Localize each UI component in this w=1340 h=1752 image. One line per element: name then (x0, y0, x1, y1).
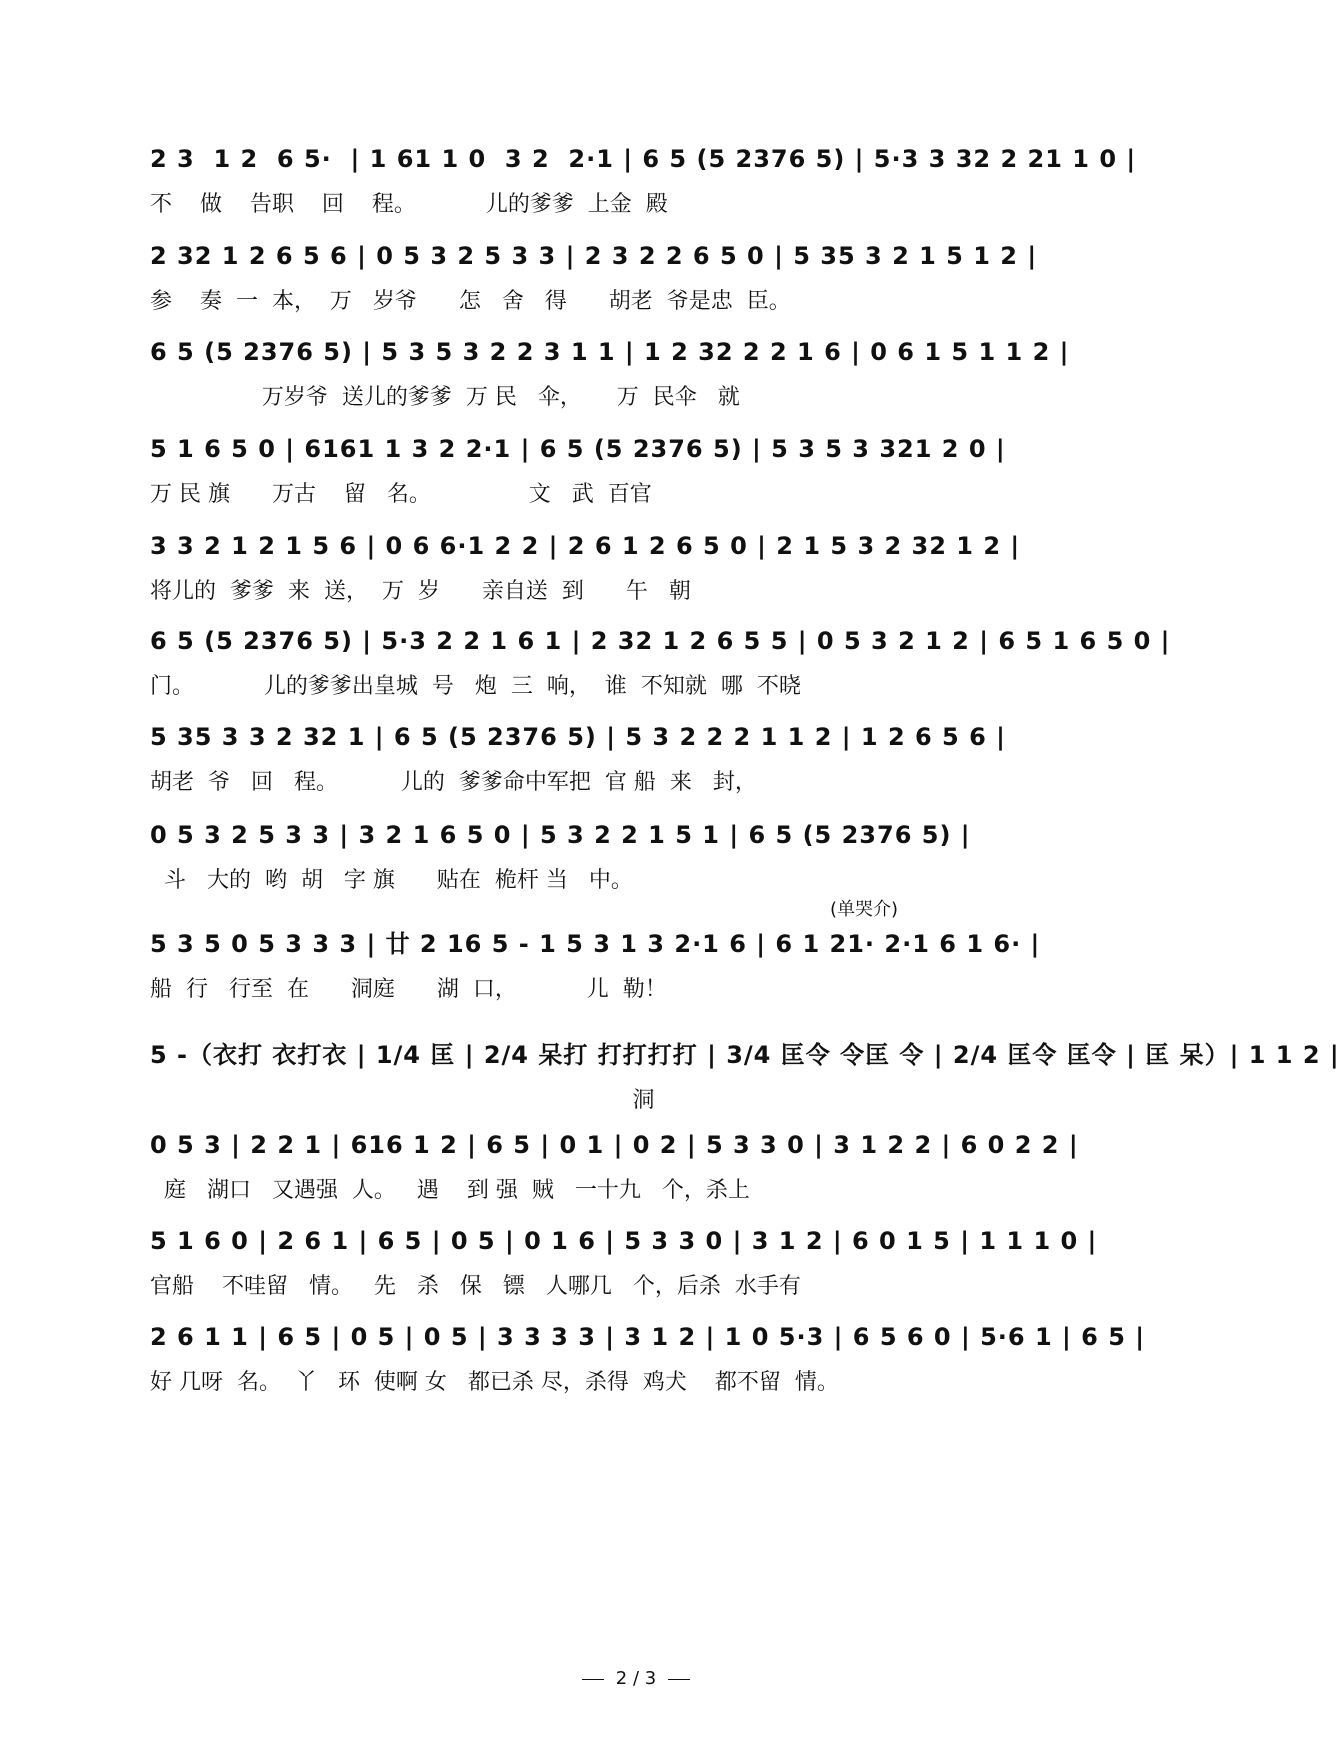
notation-line-4: 5 1 6 5 0 | 6161 1 3 2 2·1 | 6 5 (5 2376 5) | 5 3 5 3 321 2 0 | (150, 435, 1006, 463)
notation-line-2: 2 32 1 2 6 5 6 | 0 5 3 2 5 3 3 | 2 3 2 2 6 5 0 | 5 35 3 2 1 5 1 2 | (150, 242, 1038, 270)
page-number (0, 1668, 1272, 1689)
score-system-5 (150, 527, 1130, 637)
score-system-6 (150, 622, 1171, 732)
lyrics-line-12: 官船 不哇留 情。 先 杀 保 镖 人哪几 个，后杀 水手有 (150, 1274, 801, 1299)
score-system-13 (150, 1318, 1146, 1428)
performance-annotation: (单哭介) (830, 899, 899, 920)
lyrics-line-10: 洞 (150, 1088, 655, 1113)
lyrics-line-3: 万岁爷 送儿的爹爹 万 民 伞， 万 民伞 就 (150, 385, 740, 410)
notation-line-7: 5 35 3 3 2 32 1 | 6 5 (5 2376 5) | 5 3 2 2 2 1 1 2 | 1 2 6 5 6 | (150, 723, 1006, 751)
score-system-2 (150, 237, 1130, 347)
lyrics-line-4: 万 民 旗 万古 留 名。 文 武 百官 (150, 482, 652, 507)
score-system-1 (150, 140, 1137, 250)
lyrics-line-11: 庭 湖口 又遇强 人。 遇 到 强 贼 一十九 个，杀上 (150, 1178, 750, 1203)
score-system-3 (150, 333, 1130, 443)
notation-line-1: 2 3 1 2 6 5· | 1 61 1 0 3 2 2·1 | 6 5 (5 2376 5) | 5·3 3 32 2 21 1 0 | (150, 145, 1137, 173)
notation-line-9: 5 3 5 0 5 3 3 3 | 廿 2 16 5 - 1 5 3 1 3 2·1 6 | 6 1 21· 2·1 6 1 6· | (150, 930, 1041, 958)
notation-line-3: 6 5 (5 2376 5) | 5 3 5 3 2 2 3 1 1 | 1 2 32 2 2 1 6 | 0 6 1 5 1 1 2 | (150, 338, 1070, 366)
lyrics-line-7: 胡老 爷 回 程。 儿的 爹爹命中军把 官 船 来 封， (150, 770, 757, 795)
notation-line-8: 0 5 3 2 5 3 3 | 3 2 1 6 5 0 | 5 3 2 2 1 5 1 | 6 5 (5 2376 5) | (150, 821, 971, 849)
lyrics-line-6: 门。 儿的爹爹出皇城 号 炮 三 响， 谁 不知就 哪 不晓 (150, 674, 801, 699)
notation-line-11: 0 5 3 | 2 2 1 | 616 1 2 | 6 5 | 0 1 | 0 2 | 5 3 3 0 | 3 1 2 2 | 6 0 2 2 | (150, 1131, 1079, 1159)
score-system-8 (150, 816, 1130, 926)
lyrics-line-5: 将儿的 爹爹 来 送， 万 岁 亲自送 到 午 朝 (150, 579, 691, 604)
lyrics-line-1: 不 做 告职 回 程。 儿的爹爹 上金 殿 (150, 192, 668, 217)
score-system-4 (150, 430, 1130, 540)
lyrics-line-8: 斗 大的 哟 胡 字 旗 贴在 桅杆 当 中。 (150, 868, 633, 893)
notation-line-6: 6 5 (5 2376 5) | 5·3 2 2 1 6 1 | 2 32 1 2 6 5 5 | 0 5 3 2 1 2 | 6 5 1 6 5 0 | (150, 627, 1171, 655)
notation-line-10: 5 -（衣打 衣打衣 | 1/4 匡 | 2/4 呆打 打打打打 | 3/4 匡令 令匡 令 | 2/4 匡令 匡令 | 匡 呆）| 1 1 2 | (150, 1041, 1340, 1069)
score-system-9 (150, 899, 1130, 1035)
notation-line-12: 5 1 6 0 | 2 6 1 | 6 5 | 0 5 | 0 1 6 | 5 3 3 0 | 3 1 2 | 6 0 1 5 | 1 1 1 0 | (150, 1227, 1098, 1255)
notation-line-5: 3 3 2 1 2 1 5 6 | 0 6 6·1 2 2 | 2 6 1 2 6 5 0 | 2 1 5 3 2 32 1 2 | (150, 532, 1021, 560)
lyrics-line-2: 参 奏 一 本， 万 岁爷 怎 舍 得 胡老 爷是忠 臣。 (150, 289, 791, 314)
notation-line-13: 2 6 1 1 | 6 5 | 0 5 | 0 5 | 3 3 3 3 | 3 1 2 | 1 0 5·3 | 6 5 6 0 | 5·6 1 | 6 5 | (150, 1323, 1146, 1351)
score-system-11 (150, 1126, 1130, 1236)
score-system-12 (150, 1222, 1130, 1332)
lyrics-line-9: 船 行 行至 在 洞庭 湖 口， 儿 勒！ (150, 977, 667, 1002)
footer-rule-right (668, 1679, 690, 1680)
lyrics-line-13: 好 几呀 名。 丫 环 使啊 女 都已杀 尽，杀得 鸡犬 都不留 情。 (150, 1370, 839, 1395)
page-number-text: 2 / 3 (615, 1668, 657, 1689)
score-system-7 (150, 718, 1130, 828)
footer-rule-left (582, 1679, 604, 1680)
